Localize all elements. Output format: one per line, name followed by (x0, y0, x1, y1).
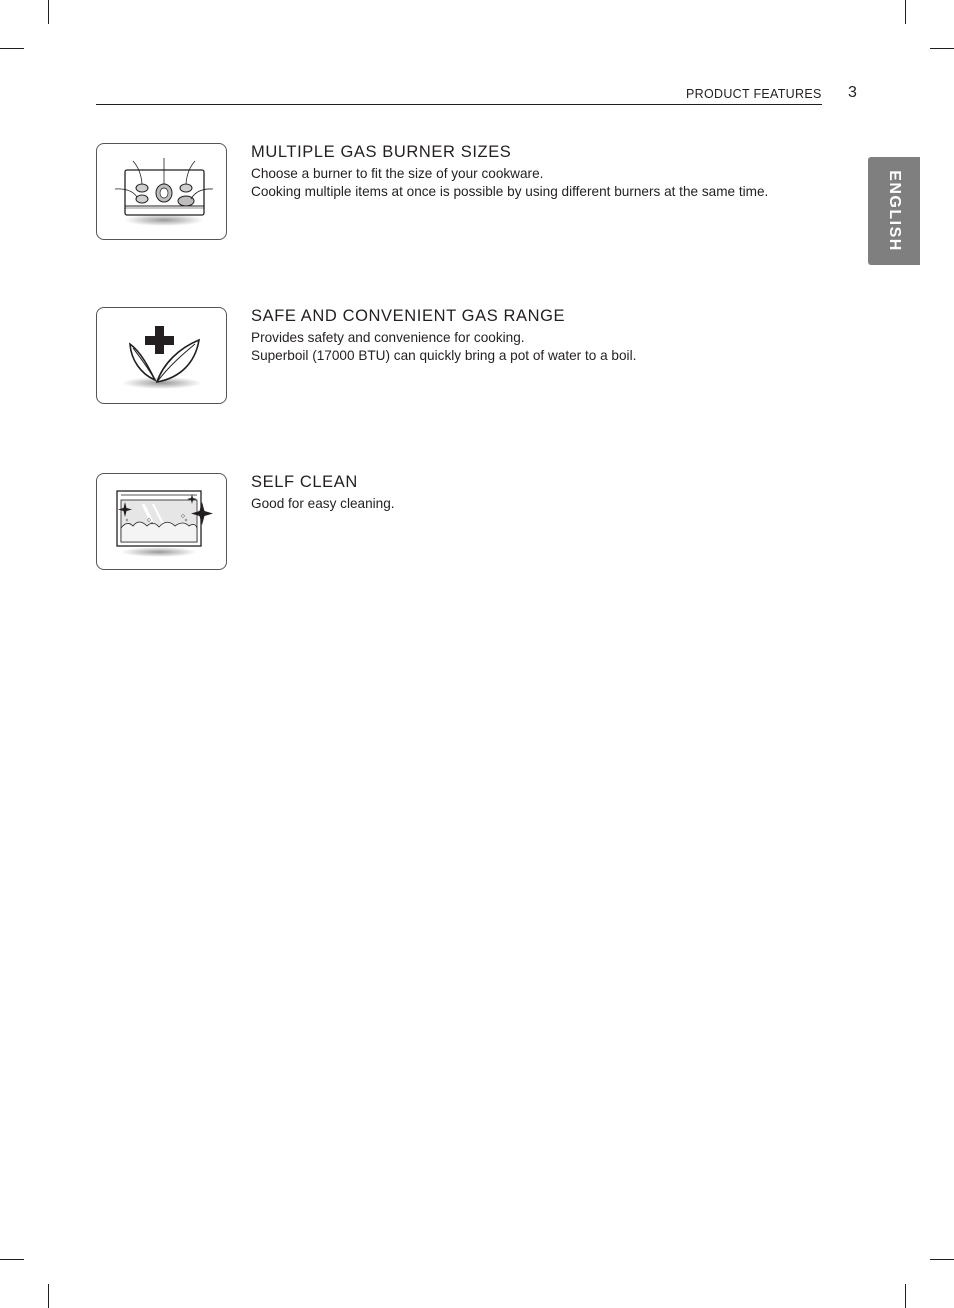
page-number: 3 (848, 84, 857, 101)
gas-burners-icon (97, 144, 228, 241)
feature-description (251, 329, 636, 365)
language-tab-label: ENGLISH (886, 170, 903, 252)
feature-description-line: Superboil (17000 BTU) can quickly bring a pot of water to a boil. (251, 348, 637, 363)
self-clean-oven-icon (97, 474, 228, 571)
feature-title: MULTIPLE GAS BURNER SIZES (251, 143, 512, 161)
feature-title: SAFE AND CONVENIENT GAS RANGE (251, 307, 566, 325)
crop-mark (905, 1284, 906, 1308)
feature-description-line: Choose a burner to fit the size of your cookware. (251, 166, 544, 181)
crop-mark (48, 1284, 49, 1308)
feature-description (251, 495, 395, 513)
feature-icon-box (96, 143, 227, 240)
feature-icon-box (96, 307, 227, 404)
feature-description (251, 165, 768, 201)
feature-description-line: Good for easy cleaning. (251, 496, 395, 511)
safety-leaf-icon (97, 308, 228, 405)
header-section-title: PRODUCT FEATURES (686, 87, 822, 101)
feature-description-line: Cooking multiple items at once is possible by using different burners at the same time. (251, 184, 769, 199)
header-divider (96, 104, 822, 105)
language-tab (868, 157, 920, 265)
crop-mark (930, 1259, 954, 1260)
crop-mark (0, 48, 24, 49)
feature-title: SELF CLEAN (251, 473, 358, 491)
crop-mark (48, 0, 49, 24)
crop-mark (930, 48, 954, 49)
crop-mark (905, 0, 906, 24)
crop-mark (0, 1259, 24, 1260)
feature-icon-box (96, 473, 227, 570)
feature-description-line: Provides safety and convenience for cooking. (251, 330, 525, 345)
